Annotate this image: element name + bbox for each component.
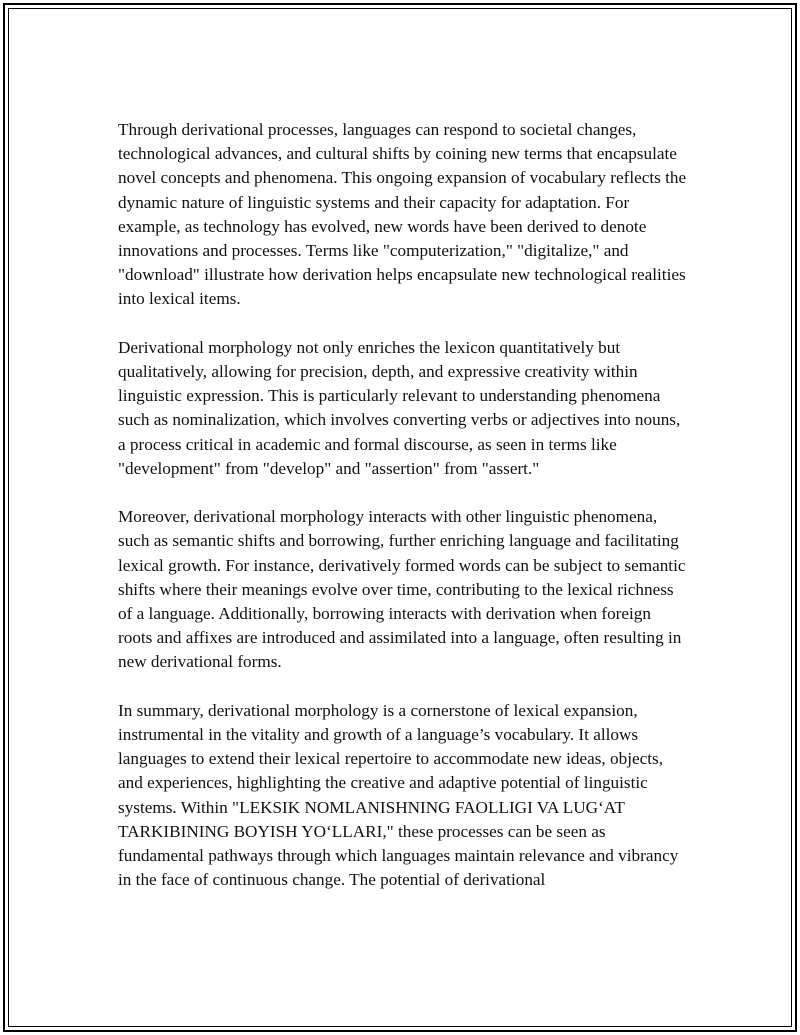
paragraph-1: Through derivational processes, languages can respond to societal changes, technological advances, and cultural shifts by coining new terms that encapsulate novel concepts and phenomena. This ongoing expansion of vocabulary reflects the dynamic nature of linguistic systems and their capacity for adaptation. For example, as technology has evolved, new words have been derived to denote innovations and processes. Terms like "computerization," "digitalize," and "download" illustrate how derivation helps encapsulate new technological realities into lexical items. bbox=[118, 120, 687, 309]
paragraph-4: In summary, derivational morphology is a cornerstone of lexical expansion, instrumental in the vitality and growth of a language’s vocabulary. It allows languages to extend their lexical repertoire to accommodate new ideas, objects, and experiences, highlighting the creative and adaptive potential of linguistic systems. Within "LEKSIK NOMLANISHNING FAOLLIGI VA LUG‘AT TARKIBINING BOYISH YO‘LLARI," these processes can be seen as fundamental pathways through which languages maintain relevance and vibrancy in the face of continuous change. The potential of derivational bbox=[118, 700, 679, 890]
document-body bbox=[118, 118, 688, 917]
paragraph-2: Derivational morphology not only enriches the lexicon quantitatively but qualitatively, allowing for precision, depth, and expressive creativity within linguistic expression. This is particularly relevant to understanding phenomena such as nominalization, which involves converting verbs or adjectives into nouns, a process critical in academic and formal discourse, as seen in terms like "development" from "develop" and "assertion" from "assert." bbox=[118, 337, 681, 478]
paragraph-3: Moreover, derivational morphology interacts with other linguistic phenomena, such as semantic shifts and borrowing, further enriching language and facilitating lexical growth. For instance, derivatively formed words can be subject to semantic shifts where their meanings evolve over time, contributing to the lexical richness of a language. Additionally, borrowing interacts with derivation when foreign roots and affixes are introduced and assimilated into a language, often resulting in new derivational forms. bbox=[118, 507, 686, 672]
